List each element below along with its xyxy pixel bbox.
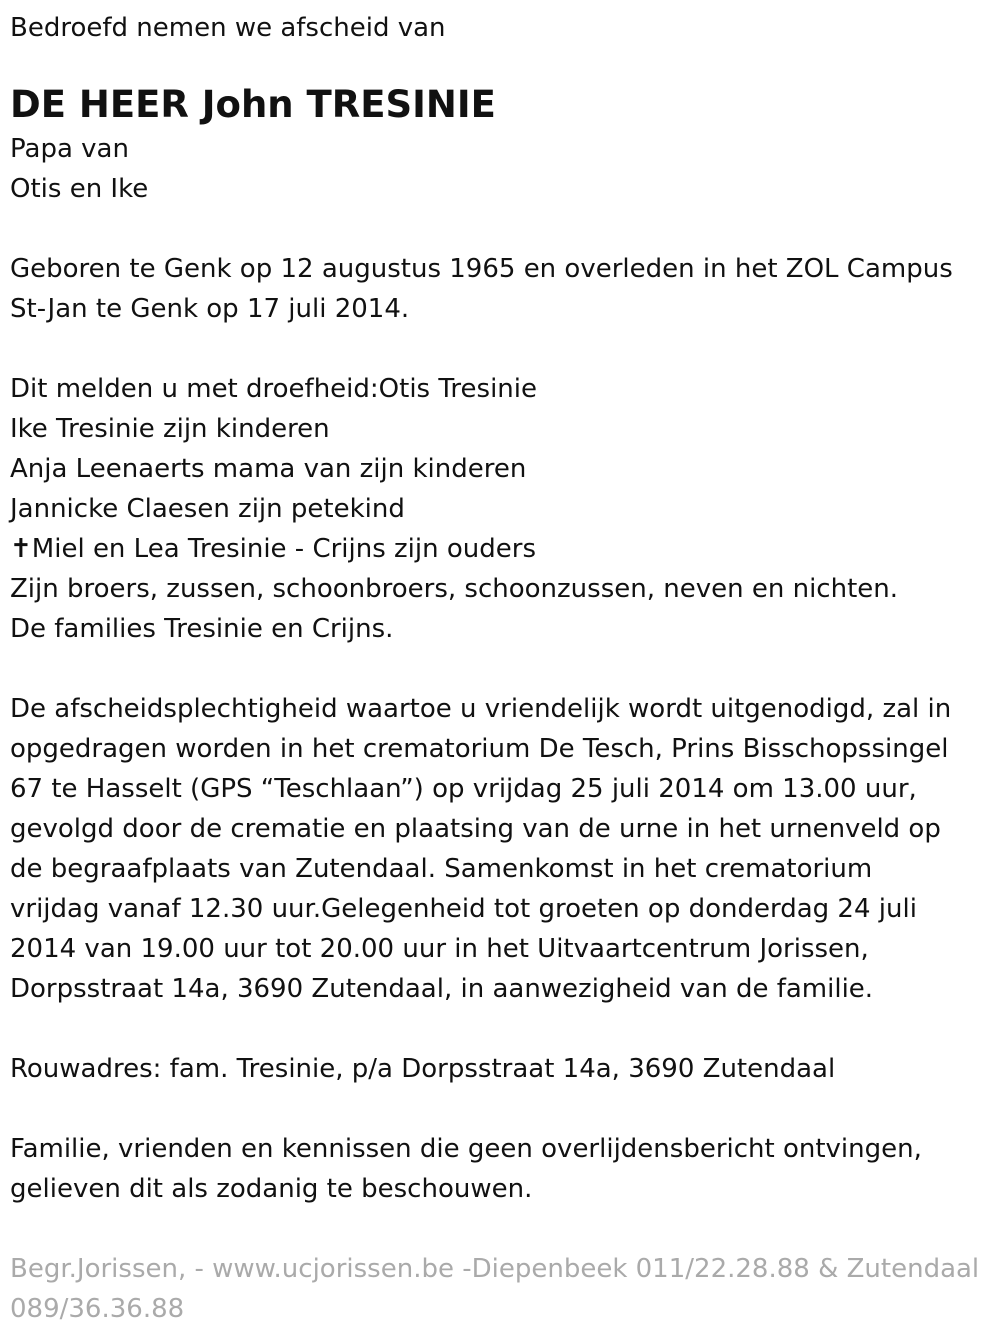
- relation-block: [10, 129, 990, 209]
- ceremony-line: vrijdag vanaf 12.30 uur.Gelegenheid tot groeten op donderdag 24 juli: [10, 894, 917, 924]
- family-line: Zijn broers, zussen, schoonbroers, schoonzussen, neven en nichten.: [10, 574, 898, 604]
- undertaker-footer: [10, 1249, 990, 1329]
- intro-text: Bedroefd nemen we afscheid van: [10, 13, 446, 43]
- closing-line: gelieven dit als zodanig te beschouwen.: [10, 1174, 533, 1204]
- family-line: Jannicke Claesen zijn petekind: [10, 494, 405, 524]
- address-block: [10, 1049, 990, 1089]
- birth-death-line: Geboren te Genk op 12 augustus 1965 en overleden in het ZOL Campus: [10, 254, 953, 284]
- deceased-name: DE HEER John TRESINIE: [10, 83, 496, 126]
- closing-line: Familie, vrienden en kennissen die geen overlijdensbericht ontvingen,: [10, 1134, 922, 1164]
- relation-line: Otis en Ike: [10, 174, 149, 204]
- family-line: De families Tresinie en Crijns.: [10, 614, 394, 644]
- relation-line: Papa van: [10, 134, 129, 164]
- ceremony-line: Dorpsstraat 14a, 3690 Zutendaal, in aanwezigheid van de familie.: [10, 974, 874, 1004]
- ceremony-line: opgedragen worden in het crematorium De Tesch, Prins Bisschopssingel: [10, 734, 949, 764]
- family-line: Anja Leenaerts mama van zijn kinderen: [10, 454, 527, 484]
- footer-line: 089/36.36.88: [10, 1294, 185, 1324]
- family-line-parents: [10, 529, 990, 569]
- birth-death-block: [10, 249, 990, 329]
- ceremony-line: gevolgd door de crematie en plaatsing van de urne in het urnenveld op: [10, 814, 941, 844]
- ceremony-line: 67 te Hasselt (GPS “Teschlaan”) op vrijdag 25 juli 2014 om 13.00 uur,: [10, 774, 917, 804]
- ceremony-line: de begraafplaats van Zutendaal. Samenkomst in het crematorium: [10, 854, 873, 884]
- ceremony-block: [10, 689, 990, 1009]
- parents-text: Miel en Lea Tresinie - Crijns zijn ouders: [31, 534, 536, 564]
- family-block: [10, 369, 990, 649]
- cross-icon: ✝: [10, 534, 32, 564]
- family-line: Dit melden u met droefheid:Otis Tresinie: [10, 374, 537, 404]
- birth-death-line: St-Jan te Genk op 17 juli 2014.: [10, 294, 410, 324]
- ceremony-line: De afscheidsplechtigheid waartoe u vriendelijk wordt uitgenodigd, zal in: [10, 694, 952, 724]
- family-line: Ike Tresinie zijn kinderen: [10, 414, 330, 444]
- mourning-address: Rouwadres: fam. Tresinie, p/a Dorpsstraat 14a, 3690 Zutendaal: [10, 1054, 836, 1084]
- ceremony-line: 2014 van 19.00 uur tot 20.00 uur in het Uitvaartcentrum Jorissen,: [10, 934, 869, 964]
- closing-block: [10, 1129, 990, 1209]
- footer-line: Begr.Jorissen, - www.ucjorissen.be -Diepenbeek 011/22.28.88 & Zutendaal: [10, 1254, 980, 1284]
